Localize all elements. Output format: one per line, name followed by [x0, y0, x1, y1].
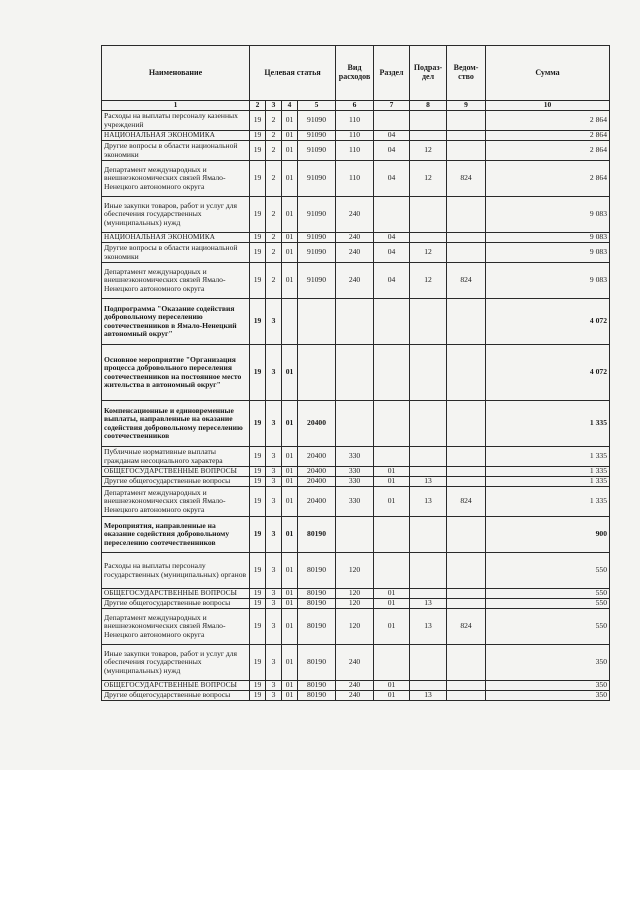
- target-code-activity: 01: [282, 243, 298, 263]
- expense-type-code: 330: [336, 467, 374, 477]
- section-code: [374, 645, 410, 681]
- table-row: [102, 609, 610, 645]
- department-code: [447, 517, 486, 553]
- target-code-activity: 01: [282, 263, 298, 299]
- target-code-program: 19: [250, 401, 266, 447]
- table-row: [102, 477, 610, 487]
- target-code-direction: 20400: [298, 401, 336, 447]
- department-code: [447, 477, 486, 487]
- target-code-program: 19: [250, 131, 266, 141]
- row-sum: 1 335: [486, 467, 610, 477]
- department-code: [447, 299, 486, 345]
- column-number: 4: [282, 101, 298, 111]
- subsection-code: [410, 233, 447, 243]
- row-name: Другие общегосударственные вопросы: [102, 599, 250, 609]
- header-expense-type: Вид расходов: [336, 46, 374, 101]
- target-code-direction: [298, 299, 336, 345]
- section-code: [374, 517, 410, 553]
- section-code: [374, 553, 410, 589]
- table-row: [102, 599, 610, 609]
- row-sum: 550: [486, 609, 610, 645]
- target-code-program: 19: [250, 487, 266, 517]
- section-code: 04: [374, 263, 410, 299]
- department-code: [447, 645, 486, 681]
- target-code-program: 19: [250, 161, 266, 197]
- section-code: 04: [374, 233, 410, 243]
- budget-table: [101, 45, 610, 701]
- expense-type-code: 240: [336, 681, 374, 691]
- table-row: [102, 589, 610, 599]
- row-sum: 2 864: [486, 111, 610, 131]
- section-code: 04: [374, 141, 410, 161]
- section-code: 01: [374, 589, 410, 599]
- table-row: [102, 467, 610, 477]
- target-code-direction: 80190: [298, 681, 336, 691]
- subsection-code: [410, 681, 447, 691]
- target-code-subprogram: 3: [266, 345, 282, 401]
- target-code-subprogram: 3: [266, 299, 282, 345]
- target-code-activity: 01: [282, 141, 298, 161]
- target-code-direction: 20400: [298, 467, 336, 477]
- header-department: Ведом-ство: [447, 46, 486, 101]
- section-code: [374, 447, 410, 467]
- table-row: [102, 447, 610, 467]
- table-row: [102, 243, 610, 263]
- target-code-program: 19: [250, 645, 266, 681]
- subsection-code: [410, 589, 447, 599]
- column-number: 10: [486, 101, 610, 111]
- subsection-code: 12: [410, 141, 447, 161]
- row-sum: 2 864: [486, 141, 610, 161]
- department-code: [447, 599, 486, 609]
- target-code-direction: 80190: [298, 599, 336, 609]
- target-code-direction: 80190: [298, 691, 336, 701]
- target-code-direction: 80190: [298, 609, 336, 645]
- expense-type-code: 240: [336, 691, 374, 701]
- row-sum: 550: [486, 599, 610, 609]
- department-code: [447, 243, 486, 263]
- row-name: Департамент международных и внешнеэкономических связей Ямало-Ненецкого автономного округа: [102, 161, 250, 197]
- department-code: 824: [447, 487, 486, 517]
- expense-type-code: 110: [336, 111, 374, 131]
- target-code-activity: 01: [282, 599, 298, 609]
- row-name: Основное мероприятие "Организация процесса добровольного переселения соотечественников на постоянное место жительства в автономный округ": [102, 345, 250, 401]
- target-code-program: 19: [250, 517, 266, 553]
- section-code: 04: [374, 131, 410, 141]
- target-code-subprogram: 3: [266, 477, 282, 487]
- column-number: 5: [298, 101, 336, 111]
- section-code: 01: [374, 681, 410, 691]
- target-code-program: 19: [250, 467, 266, 477]
- row-sum: 350: [486, 645, 610, 681]
- target-code-program: 19: [250, 243, 266, 263]
- expense-type-code: 120: [336, 609, 374, 645]
- subsection-code: [410, 197, 447, 233]
- header-section: Раздел: [374, 46, 410, 101]
- row-name: ОБЩЕГОСУДАРСТВЕННЫЕ ВОПРОСЫ: [102, 681, 250, 691]
- target-code-subprogram: 3: [266, 681, 282, 691]
- target-code-activity: 01: [282, 197, 298, 233]
- subsection-code: 12: [410, 263, 447, 299]
- table-body: [102, 111, 610, 701]
- row-sum: 9 083: [486, 197, 610, 233]
- expense-type-code: 240: [336, 233, 374, 243]
- expense-type-code: 240: [336, 243, 374, 263]
- target-code-program: 19: [250, 599, 266, 609]
- target-code-activity: 01: [282, 589, 298, 599]
- row-sum: 4 072: [486, 299, 610, 345]
- target-code-direction: 91090: [298, 131, 336, 141]
- subsection-code: [410, 299, 447, 345]
- target-code-subprogram: 3: [266, 467, 282, 477]
- row-sum: 550: [486, 553, 610, 589]
- subsection-code: [410, 345, 447, 401]
- row-name: НАЦИОНАЛЬНАЯ ЭКОНОМИКА: [102, 131, 250, 141]
- target-code-program: 19: [250, 609, 266, 645]
- target-code-direction: 91090: [298, 111, 336, 131]
- target-code-subprogram: 3: [266, 517, 282, 553]
- target-code-activity: 01: [282, 401, 298, 447]
- target-code-program: 19: [250, 477, 266, 487]
- row-name: Департамент международных и внешнеэкономических связей Ямало-Ненецкого автономного округа: [102, 487, 250, 517]
- subsection-code: [410, 401, 447, 447]
- target-code-program: 19: [250, 345, 266, 401]
- target-code-subprogram: 2: [266, 263, 282, 299]
- subsection-code: [410, 447, 447, 467]
- target-code-direction: 80190: [298, 645, 336, 681]
- target-code-direction: 20400: [298, 477, 336, 487]
- column-number: 6: [336, 101, 374, 111]
- target-code-program: 19: [250, 447, 266, 467]
- expense-type-code: 110: [336, 141, 374, 161]
- department-code: [447, 691, 486, 701]
- department-code: [447, 447, 486, 467]
- target-code-direction: 20400: [298, 487, 336, 517]
- target-code-direction: 80190: [298, 553, 336, 589]
- row-sum: 1 335: [486, 477, 610, 487]
- table-row: [102, 645, 610, 681]
- target-code-direction: [298, 345, 336, 401]
- target-code-activity: [282, 299, 298, 345]
- table-row: [102, 553, 610, 589]
- target-code-subprogram: 2: [266, 233, 282, 243]
- subsection-code: [410, 645, 447, 681]
- target-code-activity: 01: [282, 609, 298, 645]
- row-sum: 9 083: [486, 233, 610, 243]
- table-row: [102, 691, 610, 701]
- section-code: 01: [374, 599, 410, 609]
- department-code: 824: [447, 609, 486, 645]
- target-code-subprogram: 2: [266, 141, 282, 161]
- department-code: [447, 233, 486, 243]
- target-code-subprogram: 3: [266, 487, 282, 517]
- target-code-subprogram: 3: [266, 691, 282, 701]
- target-code-activity: 01: [282, 467, 298, 477]
- target-code-subprogram: 2: [266, 111, 282, 131]
- target-code-program: 19: [250, 141, 266, 161]
- row-name: Компенсационные и единовременные выплаты, направленные на оказание содействия добровольному переселению соотечественников: [102, 401, 250, 447]
- row-name: Другие общегосударственные вопросы: [102, 691, 250, 701]
- table-row: [102, 487, 610, 517]
- row-name: ОБЩЕГОСУДАРСТВЕННЫЕ ВОПРОСЫ: [102, 467, 250, 477]
- target-code-direction: 91090: [298, 233, 336, 243]
- section-code: [374, 111, 410, 131]
- subsection-code: 13: [410, 691, 447, 701]
- table-row: [102, 299, 610, 345]
- target-code-direction: 91090: [298, 161, 336, 197]
- target-code-program: 19: [250, 589, 266, 599]
- department-code: [447, 345, 486, 401]
- department-code: [447, 401, 486, 447]
- target-code-activity: 01: [282, 233, 298, 243]
- target-code-activity: 01: [282, 131, 298, 141]
- row-name: Расходы на выплаты персоналу государственных (муниципальных) органов: [102, 553, 250, 589]
- target-code-program: 19: [250, 111, 266, 131]
- row-name: Подпрограмма "Оказание содействия добровольному переселению соотечественников в Ямало-Ненецкий автономный округ": [102, 299, 250, 345]
- expense-type-code: [336, 345, 374, 401]
- table-row: [102, 345, 610, 401]
- expense-type-code: 330: [336, 487, 374, 517]
- row-name: Другие вопросы в области национальной экономики: [102, 243, 250, 263]
- target-code-activity: 01: [282, 487, 298, 517]
- row-name: Мероприятия, направленные на оказание содействия добровольному переселению соотечественников: [102, 517, 250, 553]
- subsection-code: [410, 467, 447, 477]
- target-code-program: 19: [250, 263, 266, 299]
- target-code-direction: 91090: [298, 141, 336, 161]
- row-name: НАЦИОНАЛЬНАЯ ЭКОНОМИКА: [102, 233, 250, 243]
- row-name: Иные закупки товаров, работ и услуг для обеспечения государственных (муниципальных) нужд: [102, 645, 250, 681]
- table-row: [102, 681, 610, 691]
- table-row: [102, 161, 610, 197]
- target-code-activity: 01: [282, 681, 298, 691]
- table-row: [102, 131, 610, 141]
- target-code-subprogram: 2: [266, 131, 282, 141]
- expense-type-code: 240: [336, 645, 374, 681]
- header-sum: Сумма: [486, 46, 610, 101]
- row-sum: 2 864: [486, 161, 610, 197]
- expense-type-code: [336, 299, 374, 345]
- target-code-program: 19: [250, 233, 266, 243]
- row-name: Другие вопросы в области национальной экономики: [102, 141, 250, 161]
- target-code-subprogram: 3: [266, 599, 282, 609]
- row-sum: 350: [486, 681, 610, 691]
- expense-type-code: 240: [336, 197, 374, 233]
- target-code-activity: 01: [282, 477, 298, 487]
- expense-type-code: 120: [336, 553, 374, 589]
- department-code: [447, 681, 486, 691]
- row-sum: 900: [486, 517, 610, 553]
- target-code-activity: 01: [282, 553, 298, 589]
- subsection-code: [410, 111, 447, 131]
- section-code: 01: [374, 467, 410, 477]
- subsection-code: 13: [410, 599, 447, 609]
- table-row: [102, 401, 610, 447]
- section-code: [374, 401, 410, 447]
- target-code-activity: 01: [282, 111, 298, 131]
- target-code-direction: 91090: [298, 243, 336, 263]
- row-sum: 1 335: [486, 487, 610, 517]
- row-sum: 4 072: [486, 345, 610, 401]
- subsection-code: [410, 517, 447, 553]
- target-code-activity: 01: [282, 345, 298, 401]
- target-code-subprogram: 3: [266, 589, 282, 599]
- target-code-activity: 01: [282, 161, 298, 197]
- column-number-row: [102, 101, 610, 111]
- target-code-subprogram: 3: [266, 401, 282, 447]
- target-code-program: 19: [250, 691, 266, 701]
- target-code-subprogram: 3: [266, 609, 282, 645]
- expense-type-code: [336, 517, 374, 553]
- table-row: [102, 233, 610, 243]
- subsection-code: [410, 553, 447, 589]
- expense-type-code: 330: [336, 477, 374, 487]
- expense-type-code: 110: [336, 161, 374, 197]
- target-code-direction: 80190: [298, 589, 336, 599]
- expense-type-code: [336, 401, 374, 447]
- section-code: 01: [374, 487, 410, 517]
- expense-type-code: 110: [336, 131, 374, 141]
- column-number: 9: [447, 101, 486, 111]
- subsection-code: 12: [410, 161, 447, 197]
- row-sum: 550: [486, 589, 610, 599]
- target-code-activity: 01: [282, 691, 298, 701]
- target-code-subprogram: 3: [266, 447, 282, 467]
- section-code: 01: [374, 691, 410, 701]
- table-row: [102, 197, 610, 233]
- subsection-code: 12: [410, 243, 447, 263]
- expense-type-code: 240: [336, 263, 374, 299]
- target-code-direction: 91090: [298, 263, 336, 299]
- department-code: [447, 141, 486, 161]
- target-code-subprogram: 2: [266, 243, 282, 263]
- column-number: 1: [102, 101, 250, 111]
- subsection-code: 13: [410, 487, 447, 517]
- header-subsection: Подраз-дел: [410, 46, 447, 101]
- row-sum: 1 335: [486, 401, 610, 447]
- target-code-program: 19: [250, 197, 266, 233]
- department-code: [447, 131, 486, 141]
- row-name: Иные закупки товаров, работ и услуг для обеспечения государственных (муниципальных) нужд: [102, 197, 250, 233]
- department-code: 824: [447, 263, 486, 299]
- column-number: 7: [374, 101, 410, 111]
- expense-type-code: 120: [336, 599, 374, 609]
- target-code-program: 19: [250, 553, 266, 589]
- row-sum: 9 083: [486, 263, 610, 299]
- row-name: Департамент международных и внешнеэкономических связей Ямало-Ненецкого автономного округа: [102, 609, 250, 645]
- column-number: 3: [266, 101, 282, 111]
- subsection-code: [410, 131, 447, 141]
- target-code-subprogram: 3: [266, 645, 282, 681]
- section-code: [374, 197, 410, 233]
- target-code-subprogram: 2: [266, 197, 282, 233]
- column-number: 2: [250, 101, 266, 111]
- section-code: 04: [374, 161, 410, 197]
- section-code: 01: [374, 609, 410, 645]
- target-code-activity: 01: [282, 645, 298, 681]
- table-row: [102, 263, 610, 299]
- header-name: Наименование: [102, 46, 250, 101]
- row-name: Публичные нормативные выплаты гражданам несоциального характера: [102, 447, 250, 467]
- section-code: 04: [374, 243, 410, 263]
- column-number: 8: [410, 101, 447, 111]
- table-row: [102, 111, 610, 131]
- subsection-code: 13: [410, 609, 447, 645]
- row-sum: 350: [486, 691, 610, 701]
- department-code: [447, 111, 486, 131]
- target-code-program: 19: [250, 299, 266, 345]
- row-name: Департамент международных и внешнеэкономических связей Ямало-Ненецкого автономного округа: [102, 263, 250, 299]
- section-code: 01: [374, 477, 410, 487]
- target-code-subprogram: 2: [266, 161, 282, 197]
- department-code: [447, 467, 486, 477]
- row-sum: 9 083: [486, 243, 610, 263]
- row-name: Расходы на выплаты персоналу казенных учреждений: [102, 111, 250, 131]
- row-sum: 2 864: [486, 131, 610, 141]
- subsection-code: 13: [410, 477, 447, 487]
- target-code-direction: 80190: [298, 517, 336, 553]
- table-row: [102, 517, 610, 553]
- table-row: [102, 141, 610, 161]
- row-name: ОБЩЕГОСУДАРСТВЕННЫЕ ВОПРОСЫ: [102, 589, 250, 599]
- expense-type-code: 330: [336, 447, 374, 467]
- target-code-activity: 01: [282, 447, 298, 467]
- row-sum: 1 335: [486, 447, 610, 467]
- expense-type-code: 120: [336, 589, 374, 599]
- target-code-subprogram: 3: [266, 553, 282, 589]
- table-header-row: [102, 46, 610, 101]
- department-code: [447, 197, 486, 233]
- target-code-direction: 91090: [298, 197, 336, 233]
- target-code-program: 19: [250, 681, 266, 691]
- section-code: [374, 299, 410, 345]
- header-target: Целевая статья: [250, 46, 336, 101]
- department-code: 824: [447, 161, 486, 197]
- section-code: [374, 345, 410, 401]
- row-name: Другие общегосударственные вопросы: [102, 477, 250, 487]
- target-code-activity: 01: [282, 517, 298, 553]
- target-code-direction: 20400: [298, 447, 336, 467]
- department-code: [447, 553, 486, 589]
- department-code: [447, 589, 486, 599]
